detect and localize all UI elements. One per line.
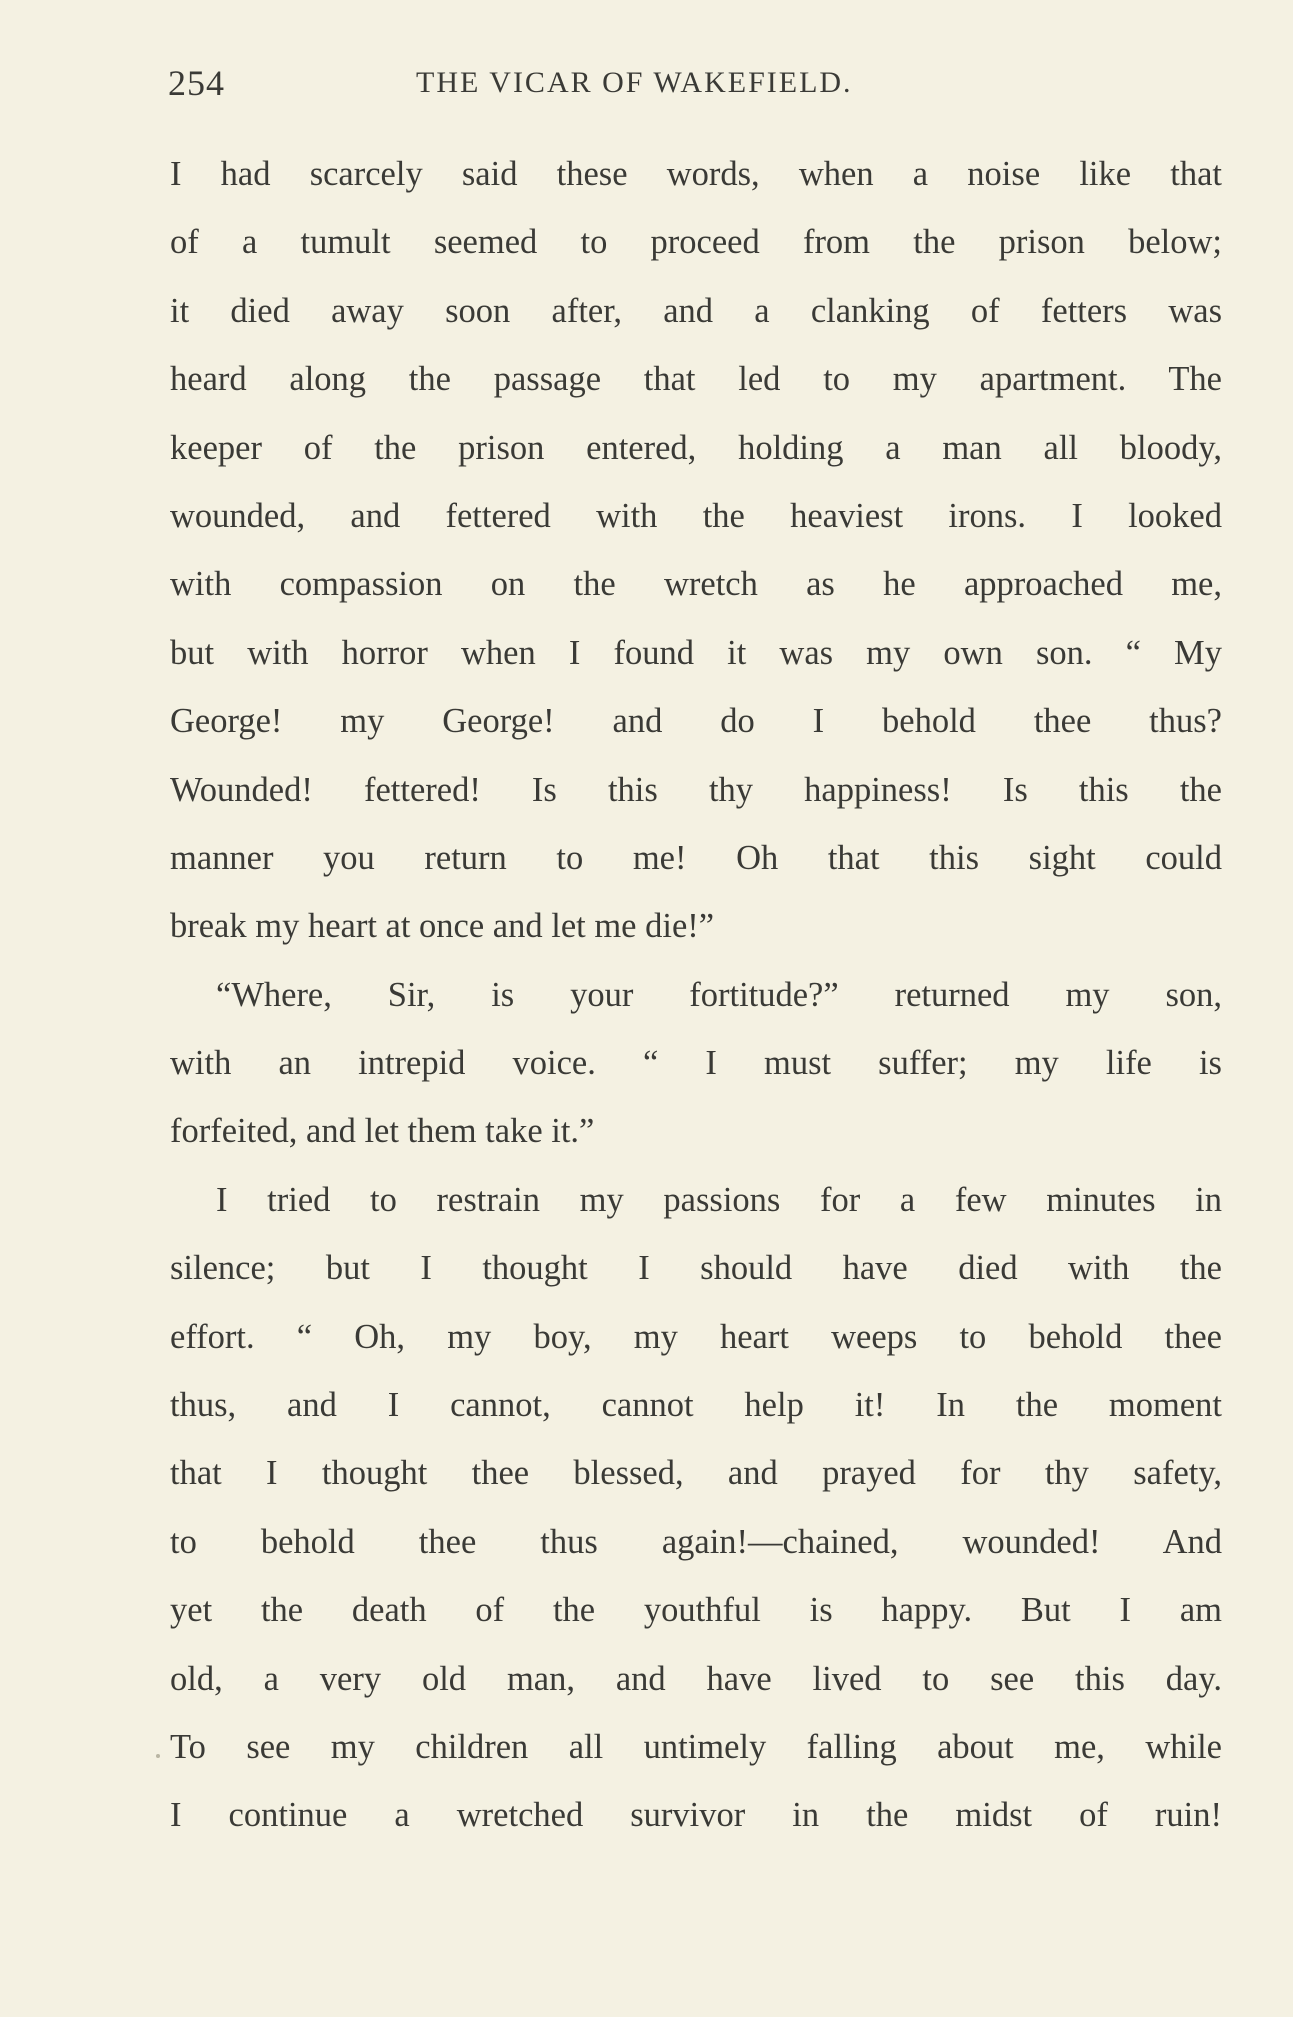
text-line: I had scarcely said these words, when a noise like that: [170, 155, 1222, 193]
text-line: I tried to restrain my passions for a few minutes in: [216, 1180, 1222, 1219]
text-line: wounded, and fettered with the heaviest irons. I looked: [170, 496, 1222, 535]
text-line: that I thought thee blessed, and prayed for thy safety,: [170, 1454, 1222, 1493]
text-line: silence; but I thought I should have died with the: [170, 1249, 1222, 1288]
page-header: [168, 62, 1228, 112]
text-line: yet the death of the youthful is happy. But I am: [170, 1591, 1222, 1630]
text-line: with an intrepid voice. “ I must suffer; my life is: [170, 1044, 1222, 1083]
text-line: but with horror when I found it was my own son. “ My: [170, 633, 1222, 672]
text-line: effort. “ Oh, my boy, my heart weeps to behold thee: [170, 1317, 1222, 1356]
text-line: manner you return to me! Oh that this sight could: [170, 838, 1222, 877]
text-line: Wounded! fettered! Is this thy happiness! Is this the: [170, 770, 1222, 809]
text-line: George! my George! and do I behold thee thus?: [170, 702, 1222, 741]
running-title: THE VICAR OF WAKEFIELD.: [416, 66, 853, 99]
text-line: break my heart at once and let me die!”: [170, 907, 715, 946]
text-line: To see my children all untimely falling about me, while: [170, 1727, 1222, 1766]
body-text: [170, 140, 1222, 1850]
text-line: to behold thee thus again!—chained, wounded! And: [170, 1522, 1222, 1561]
text-line: heard along the passage that led to my apartment. The: [170, 360, 1222, 399]
text-line: old, a very old man, and have lived to see this day.: [170, 1659, 1222, 1698]
page-number: 254: [168, 63, 225, 103]
text-line: I continue a wretched survivor in the midst of ruin!: [170, 1796, 1222, 1835]
margin-speck: [156, 1754, 160, 1758]
text-line: it died away soon after, and a clanking of fetters was: [170, 291, 1222, 330]
text-line: keeper of the prison entered, holding a man all bloody,: [170, 428, 1222, 467]
text-line: with compassion on the wretch as he approached me,: [170, 565, 1222, 604]
text-line: of a tumult seemed to proceed from the prison below;: [170, 223, 1222, 262]
text-line: forfeited, and let them take it.”: [170, 1112, 595, 1151]
text-line: thus, and I cannot, cannot help it! In the moment: [170, 1386, 1222, 1425]
text-line: “Where, Sir, is your fortitude?” returned my son,: [216, 975, 1222, 1014]
